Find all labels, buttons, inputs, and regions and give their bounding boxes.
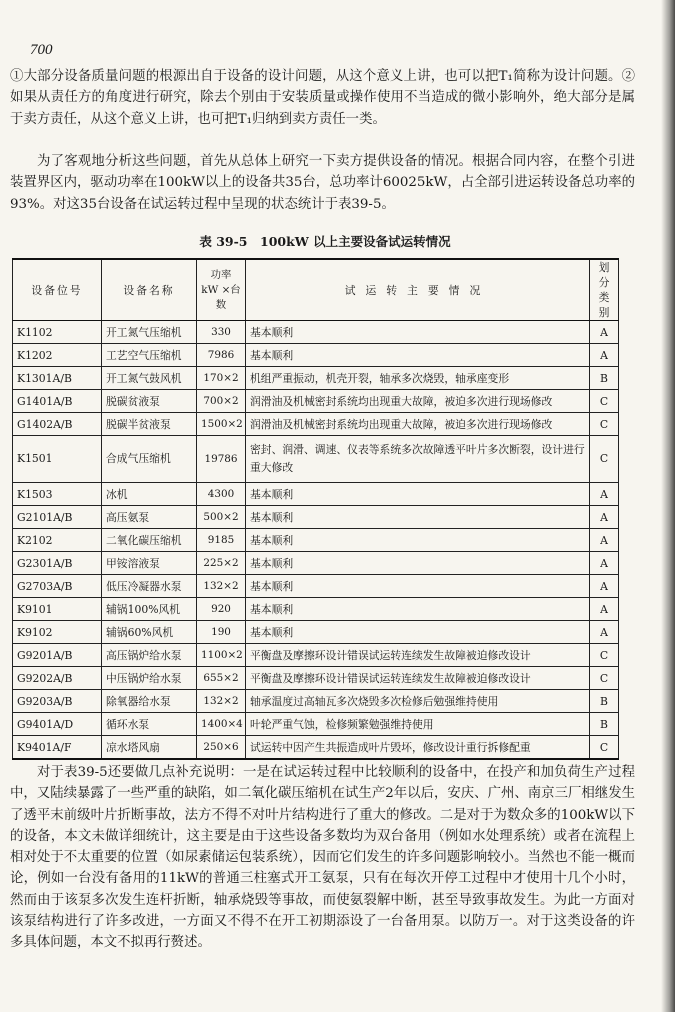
paragraph-3: 对于表39-5还要做几点补充说明：一是在试运转过程中比较顺利的设备中，在投产和加负荷生产过程中，又陆续暴露了一些严重的缺陷，如二氧化碳压缩机在试生产2年以后，安庆、广州、南京三厂相继发生了透平末前级叶片折断事故，法方不得不对叶片结构进行了重大的修改。二是对于为数众多的100kW以下的设备，本文未做详细统计，这主要是由于这些设备多数均为双台备用（例如水处理系统）或者在流程上相对处于不太重要的位置（如尿素储运包装系统），因而它们发生的许多问题影响较小。当然也不能一概而论，例如一台没有备用的11kW的普通三柱塞式开工氨泵，只有在每次开停工过程中才使用十几个小时，然而由于该泵多次发生连杆折断，轴承烧毁等事故，而使氨裂解中断，甚至导致事故发生。为此一方面对该泵结构进行了许多改进，一方面又不得不在开工初期添设了一台备用泵。以防万一。对于这类设备的许多具体问题，本文不拟再行赘述。 (10, 765, 635, 951)
cell-name: 开工氮气鼓风机 (102, 367, 197, 390)
cell-power: 655×2 (197, 667, 246, 690)
cell-name: 脱碳贫液泵 (102, 390, 197, 413)
cell-position: K9401A/F (13, 736, 102, 760)
cell-position: G9401A/D (13, 713, 102, 736)
table-row (13, 644, 619, 667)
cell-position: G2101A/B (13, 506, 102, 529)
table-row (13, 367, 619, 390)
table-row (13, 529, 619, 552)
cell-class: A (590, 598, 619, 621)
cell-status: 基本顺利 (246, 321, 590, 344)
cell-status: 润滑油及机械密封系统均出现重大故障，被迫多次进行现场修改 (246, 390, 590, 413)
cell-status: 基本顺利 (246, 483, 590, 506)
paragraph-2: 为了客观地分析这些问题，首先从总体上研究一下卖方提供设备的情况。根据合同内容，在整个引进装置界区内，驱动功率在100kW以上的设备共35台，总功率计60025kW，占全部引进运转设备总功率的93%。对这35台设备在试运转过程中呈现的状态统计于表39-5。 (10, 154, 635, 212)
cell-name: 合成气压缩机 (102, 436, 197, 483)
header-name: 设备名称 (102, 259, 197, 321)
cell-status: 基本顺利 (246, 575, 590, 598)
cell-name: 除氧器给水泵 (102, 690, 197, 713)
cell-status: 基本顺利 (246, 344, 590, 367)
cell-status: 基本顺利 (246, 621, 590, 644)
cell-power: 9185 (197, 529, 246, 552)
table-header-row (13, 259, 619, 321)
cell-class: C (590, 644, 619, 667)
cell-position: G9201A/B (13, 644, 102, 667)
page-number: 700 (30, 42, 53, 58)
cell-position: G9202A/B (13, 667, 102, 690)
table-row (13, 390, 619, 413)
cell-name: 辅锅60%风机 (102, 621, 197, 644)
cell-name: 二氧化碳压缩机 (102, 529, 197, 552)
cell-class: C (590, 736, 619, 760)
cell-power: 250×6 (197, 736, 246, 760)
cell-position: K2102 (13, 529, 102, 552)
equipment-table (12, 258, 619, 760)
cell-power: 330 (197, 321, 246, 344)
table-row (13, 506, 619, 529)
cell-status: 轴承温度过高轴瓦多次烧毁多次检修后勉强维持使用 (246, 690, 590, 713)
table-row (13, 621, 619, 644)
cell-position: K1503 (13, 483, 102, 506)
cell-position: G2703A/B (13, 575, 102, 598)
cell-name: 凉水塔风扇 (102, 736, 197, 760)
cell-status: 平衡盘及摩擦环设计错误试运转连续发生故障被迫修改设计 (246, 667, 590, 690)
cell-class: A (590, 344, 619, 367)
cell-power: 170×2 (197, 367, 246, 390)
cell-class: B (590, 367, 619, 390)
cell-power: 132×2 (197, 690, 246, 713)
header-power: 功率 kW ×台数 (197, 259, 246, 321)
header-position: 设备位号 (13, 259, 102, 321)
cell-power: 1100×2 (197, 644, 246, 667)
cell-power: 1500×2 (197, 413, 246, 436)
table-row (13, 736, 619, 760)
page-edge-shadow (661, 0, 675, 1012)
table-row (13, 575, 619, 598)
cell-position: K9101 (13, 598, 102, 621)
cell-power: 1400×4 (197, 713, 246, 736)
table-body (13, 321, 619, 760)
cell-status: 润滑油及机械密封系统均出现重大故障，被迫多次进行现场修改 (246, 413, 590, 436)
cell-position: K1301A/B (13, 367, 102, 390)
cell-position: K1102 (13, 321, 102, 344)
cell-status: 平衡盘及摩擦环设计错误试运转连续发生故障被迫修改设计 (246, 644, 590, 667)
cell-name: 工艺空气压缩机 (102, 344, 197, 367)
cell-class: C (590, 390, 619, 413)
header-status: 试运转主要情况 (246, 259, 590, 321)
cell-status: 基本顺利 (246, 506, 590, 529)
cell-class: B (590, 713, 619, 736)
cell-name: 脱碳半贫液泵 (102, 413, 197, 436)
cell-name: 高压锅炉给水泵 (102, 644, 197, 667)
cell-status: 基本顺利 (246, 552, 590, 575)
cell-position: G9203A/B (13, 690, 102, 713)
cell-name: 循环水泵 (102, 713, 197, 736)
table-row (13, 598, 619, 621)
cell-power: 19786 (197, 436, 246, 483)
table-row (13, 713, 619, 736)
table-row (13, 436, 619, 483)
cell-name: 辅锅100%风机 (102, 598, 197, 621)
cell-class: A (590, 529, 619, 552)
cell-class: B (590, 690, 619, 713)
cell-power: 225×2 (197, 552, 246, 575)
cell-class: A (590, 552, 619, 575)
cell-status: 机组严重振动，机壳开裂，轴承多次烧毁，轴承座变形 (246, 367, 590, 390)
cell-status: 密封、润滑、调速、仪表等系统多次故障透平叶片多次断裂，设计进行重大修改 (246, 436, 590, 483)
cell-class: C (590, 413, 619, 436)
cell-position: K1501 (13, 436, 102, 483)
cell-name: 中压锅炉给水泵 (102, 667, 197, 690)
cell-position: G1402A/B (13, 413, 102, 436)
cell-status: 基本顺利 (246, 598, 590, 621)
cell-power: 190 (197, 621, 246, 644)
cell-position: K1202 (13, 344, 102, 367)
table-row (13, 344, 619, 367)
cell-position: G2301A/B (13, 552, 102, 575)
cell-position: G1401A/B (13, 390, 102, 413)
cell-power: 500×2 (197, 506, 246, 529)
cell-status: 试运转中因产生共振造成叶片毁坏，修改设计重行拆修配重 (246, 736, 590, 760)
paragraph-1: ①大部分设备质量问题的根源出自于设备的设计问题，从这个意义上讲，也可以把T₁简称为设计问题。②如果从责任方的角度进行研究，除去个别由于安装质量或操作使用不当造成的微小影响外，绝大部分是属于卖方责任，从这个意义上讲，也可把T₁归纳到卖方责任一类。 (10, 69, 635, 127)
cell-status: 基本顺利 (246, 529, 590, 552)
cell-power: 920 (197, 598, 246, 621)
cell-class: A (590, 321, 619, 344)
cell-name: 甲铵溶液泵 (102, 552, 197, 575)
cell-class: A (590, 506, 619, 529)
header-class: 划分类别 (590, 259, 619, 321)
table-row (13, 483, 619, 506)
table-row (13, 690, 619, 713)
cell-class: A (590, 575, 619, 598)
cell-name: 开工氮气压缩机 (102, 321, 197, 344)
cell-name: 冰机 (102, 483, 197, 506)
table-row (13, 413, 619, 436)
cell-power: 132×2 (197, 575, 246, 598)
table-row (13, 667, 619, 690)
cell-power: 7986 (197, 344, 246, 367)
cell-name: 高压氨泵 (102, 506, 197, 529)
cell-power: 4300 (197, 483, 246, 506)
table-row (13, 552, 619, 575)
cell-class: C (590, 436, 619, 483)
cell-class: A (590, 483, 619, 506)
cell-class: C (590, 667, 619, 690)
table-title: 表 39-5 100kW 以上主要设备试运转情况 (199, 234, 451, 249)
cell-position: K9102 (13, 621, 102, 644)
table-row (13, 321, 619, 344)
cell-power: 700×2 (197, 390, 246, 413)
cell-status: 叶轮严重气蚀，检修频繁勉强维持使用 (246, 713, 590, 736)
cell-class: A (590, 621, 619, 644)
cell-name: 低压冷凝器水泵 (102, 575, 197, 598)
